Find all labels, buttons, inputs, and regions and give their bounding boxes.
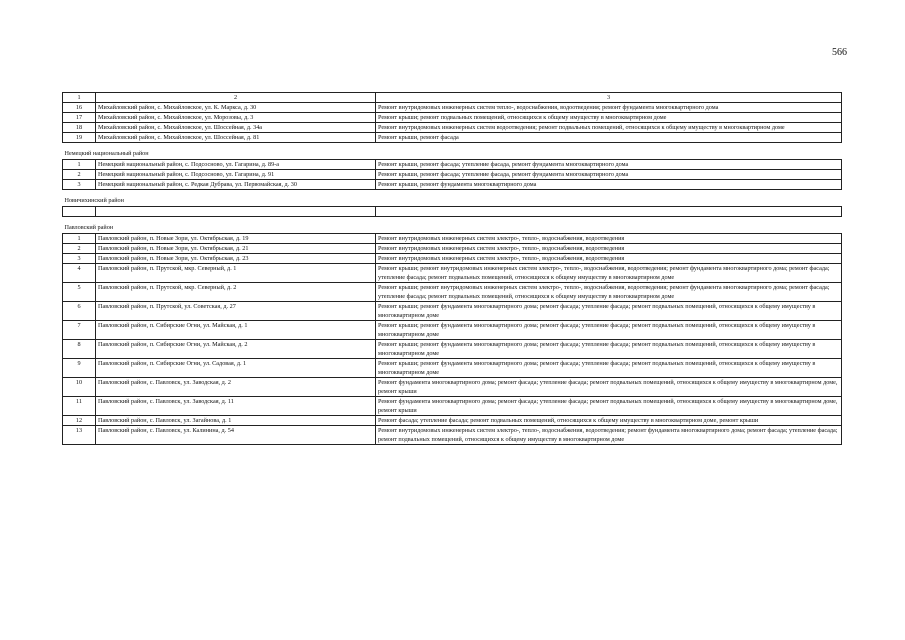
table-row bbox=[63, 359, 842, 378]
row-number: 19 bbox=[63, 133, 96, 143]
row-works: Ремонт крыши; ремонт фундамента многоквартирного дома; ремонт фасада; утепление фасада; ремонт подвальных помещений, относящихся к общему имуществу в многоквартирном доме bbox=[376, 359, 842, 378]
row-works: Ремонт фундамента многоквартирного дома; ремонт фасада; утепление фасада; ремонт подвальных помещений, относящихся к общему имуществу в многоквартирном доме, ремонт крыши bbox=[376, 397, 842, 416]
row-number: 17 bbox=[63, 113, 96, 123]
row-address: Михайловский район, с. Михайловское, ул. Шоссейная, д. 81 bbox=[96, 133, 376, 143]
row-address: Михайловский район, с. Михайловское, ул. Морозовы, д. 3 bbox=[96, 113, 376, 123]
district-heading: Немецкий национальный район bbox=[63, 143, 842, 160]
table-row bbox=[63, 264, 842, 283]
table-row bbox=[63, 416, 842, 426]
table-row bbox=[63, 426, 842, 445]
row-works: Ремонт внутридомовых инженерных систем водоотведения; ремонт подвальных помещений, относящихся к общему имуществу в многоквартирном доме bbox=[376, 123, 842, 133]
row-number: 3 bbox=[63, 180, 96, 190]
row-number bbox=[63, 207, 96, 217]
table-row bbox=[63, 170, 842, 180]
table-row bbox=[63, 283, 842, 302]
row-address: Павловский район, п. Прутской, мкр. Северный, д. 2 bbox=[96, 283, 376, 302]
row-works: Ремонт крыши, ремонт фасада bbox=[376, 133, 842, 143]
row-address: Павловский район, п. Прутской, ул. Советская, д. 27 bbox=[96, 302, 376, 321]
row-works: Ремонт крыши; ремонт фундамента многоквартирного дома; ремонт фасада; утепление фасада; ремонт подвальных помещений, относящихся к общему имуществу в многоквартирном доме bbox=[376, 302, 842, 321]
row-address: Павловский район, п. Новые Зори, ул. Октябрьская, д. 23 bbox=[96, 254, 376, 264]
district-heading-row bbox=[63, 143, 842, 160]
table-row bbox=[63, 378, 842, 397]
row-number: 1 bbox=[63, 160, 96, 170]
row-works: Ремонт крыши, ремонт фасада; утепление фасада, ремонт фундамента многоквартирного дома bbox=[376, 170, 842, 180]
row-number: 3 bbox=[63, 254, 96, 264]
row-address: Павловский район, п. Сибирские Огни, ул. Садовая, д. 1 bbox=[96, 359, 376, 378]
row-number: 18 bbox=[63, 123, 96, 133]
header-row bbox=[63, 93, 842, 103]
table-row bbox=[63, 254, 842, 264]
row-number: 6 bbox=[63, 302, 96, 321]
table-row bbox=[63, 234, 842, 244]
row-works: Ремонт крыши; ремонт внутридомовых инженерных систем электро-, тепло-, водоснабжения, водоотведения; ремонт фундамента многоквартирного дома; ремонт фасада; утепление фасада; ремонт подвальных помещений, относящихся к общему имуществу в многоквартирном доме bbox=[376, 264, 842, 283]
page-number: 566 bbox=[832, 47, 847, 58]
row-works: Ремонт крыши; ремонт подвальных помещений, относящихся к общему имуществу в многоквартирном доме bbox=[376, 113, 842, 123]
row-address: Михайловский район, с. Михайловское, ул. Шоссейная, д. 34а bbox=[96, 123, 376, 133]
repair-register-table bbox=[62, 92, 842, 445]
row-works: Ремонт внутридомовых инженерных систем электро-, тепло-, водоснабжения, водоотведения; ремонт фундамента многоквартирного дома; ремонт фасада; утепление фасада; ремонт подвальных помещений, относящихся к общему имуществу в многоквартирном доме bbox=[376, 426, 842, 445]
table-row bbox=[63, 133, 842, 143]
row-number: 11 bbox=[63, 397, 96, 416]
table-row bbox=[63, 321, 842, 340]
district-heading-row bbox=[63, 217, 842, 234]
row-works: Ремонт внутридомовых инженерных систем электро-, тепло-, водоснабжения, водоотведения bbox=[376, 254, 842, 264]
row-works: Ремонт внутридомовых инженерных систем тепло-, водоснабжения, водоотведения; ремонт фундамента многоквартирного дома bbox=[376, 103, 842, 113]
row-works: Ремонт внутридомовых инженерных систем электро-, тепло-, водоснабжения, водоотведения bbox=[376, 234, 842, 244]
row-works: Ремонт фундамента многоквартирного дома; ремонт фасада; утепление фасада; ремонт подвальных помещений, относящихся к общему имуществу в многоквартирном доме, ремонт крыши bbox=[376, 378, 842, 397]
row-address: Павловский район, п. Сибирские Огни, ул. Майская, д. 1 bbox=[96, 321, 376, 340]
table-body bbox=[63, 93, 842, 445]
header-col-address: 2 bbox=[96, 93, 376, 103]
district-heading: Павловский район bbox=[63, 217, 842, 234]
row-address: Павловский район, с. Павловск, ул. Заводская, д. 2 bbox=[96, 378, 376, 397]
row-address: Павловский район, с. Павловск, ул. Заводская, д. 11 bbox=[96, 397, 376, 416]
row-address: Павловский район, п. Прутской, мкр. Северный, д. 1 bbox=[96, 264, 376, 283]
table-row bbox=[63, 113, 842, 123]
row-works bbox=[376, 207, 842, 217]
row-address: Немецкий национальный район, с. Подсосново, ул. Гагарина, д. 91 bbox=[96, 170, 376, 180]
district-heading: Новичихинский район bbox=[63, 190, 842, 207]
district-heading-row bbox=[63, 190, 842, 207]
row-works: Ремонт крыши; ремонт внутридомовых инженерных систем электро-, тепло-, водоснабжения, водоотведения; ремонт фундамента многоквартирного дома; ремонт фасада; утепление фасада; ремонт подвальных помещений, относящихся к общему имуществу в многоквартирном доме bbox=[376, 283, 842, 302]
row-number: 7 bbox=[63, 321, 96, 340]
row-address: Немецкий национальный район, с. Редкая Дубрава, ул. Первомайская, д. 30 bbox=[96, 180, 376, 190]
table-row bbox=[63, 160, 842, 170]
row-number: 5 bbox=[63, 283, 96, 302]
row-number: 2 bbox=[63, 170, 96, 180]
row-number: 16 bbox=[63, 103, 96, 113]
row-number: 1 bbox=[63, 234, 96, 244]
row-address: Павловский район, с. Павловск, ул. Загайнова, д. 1 bbox=[96, 416, 376, 426]
row-address: Павловский район, с. Павловск, ул. Калинина, д. 54 bbox=[96, 426, 376, 445]
row-number: 10 bbox=[63, 378, 96, 397]
table-row bbox=[63, 397, 842, 416]
table-row bbox=[63, 123, 842, 133]
row-address: Павловский район, п. Новые Зори, ул. Октябрьская, д. 21 bbox=[96, 244, 376, 254]
row-number: 9 bbox=[63, 359, 96, 378]
row-number: 8 bbox=[63, 340, 96, 359]
header-col-number: 1 bbox=[63, 93, 96, 103]
row-address: Немецкий национальный район, с. Подсосново, ул. Гагарина, д. 89-а bbox=[96, 160, 376, 170]
row-address: Павловский район, п. Новые Зори, ул. Октябрьская, д. 19 bbox=[96, 234, 376, 244]
table-row bbox=[63, 340, 842, 359]
row-number: 12 bbox=[63, 416, 96, 426]
row-works: Ремонт внутридомовых инженерных систем электро-, тепло-, водоснабжения, водоотведения bbox=[376, 244, 842, 254]
header-col-works: 3 bbox=[376, 93, 842, 103]
row-number: 4 bbox=[63, 264, 96, 283]
table-row bbox=[63, 244, 842, 254]
row-works: Ремонт крыши, ремонт фасада; утепление фасада, ремонт фундамента многоквартирного дома bbox=[376, 160, 842, 170]
row-number: 13 bbox=[63, 426, 96, 445]
row-address: Михайловский район, с. Михайловское, ул. К. Маркса, д. 30 bbox=[96, 103, 376, 113]
row-number: 2 bbox=[63, 244, 96, 254]
row-works: Ремонт фасада; утепление фасада; ремонт подвальных помещений, относящихся к общему имуществу в многоквартирном доме, ремонт крыши bbox=[376, 416, 842, 426]
table-row bbox=[63, 103, 842, 113]
row-works: Ремонт крыши; ремонт фундамента многоквартирного дома; ремонт фасада; утепление фасада; ремонт подвальных помещений, относящихся к общему имуществу в многоквартирном доме bbox=[376, 340, 842, 359]
table-row bbox=[63, 180, 842, 190]
row-works: Ремонт крыши, ремонт фундамента многоквартирного дома bbox=[376, 180, 842, 190]
empty-row bbox=[63, 207, 842, 217]
row-works: Ремонт крыши; ремонт фундамента многоквартирного дома; ремонт фасада; утепление фасада; ремонт подвальных помещений, относящихся к общему имуществу в многоквартирном доме bbox=[376, 321, 842, 340]
row-address bbox=[96, 207, 376, 217]
table-row bbox=[63, 302, 842, 321]
row-address: Павловский район, п. Сибирские Огни, ул. Майская, д. 2 bbox=[96, 340, 376, 359]
